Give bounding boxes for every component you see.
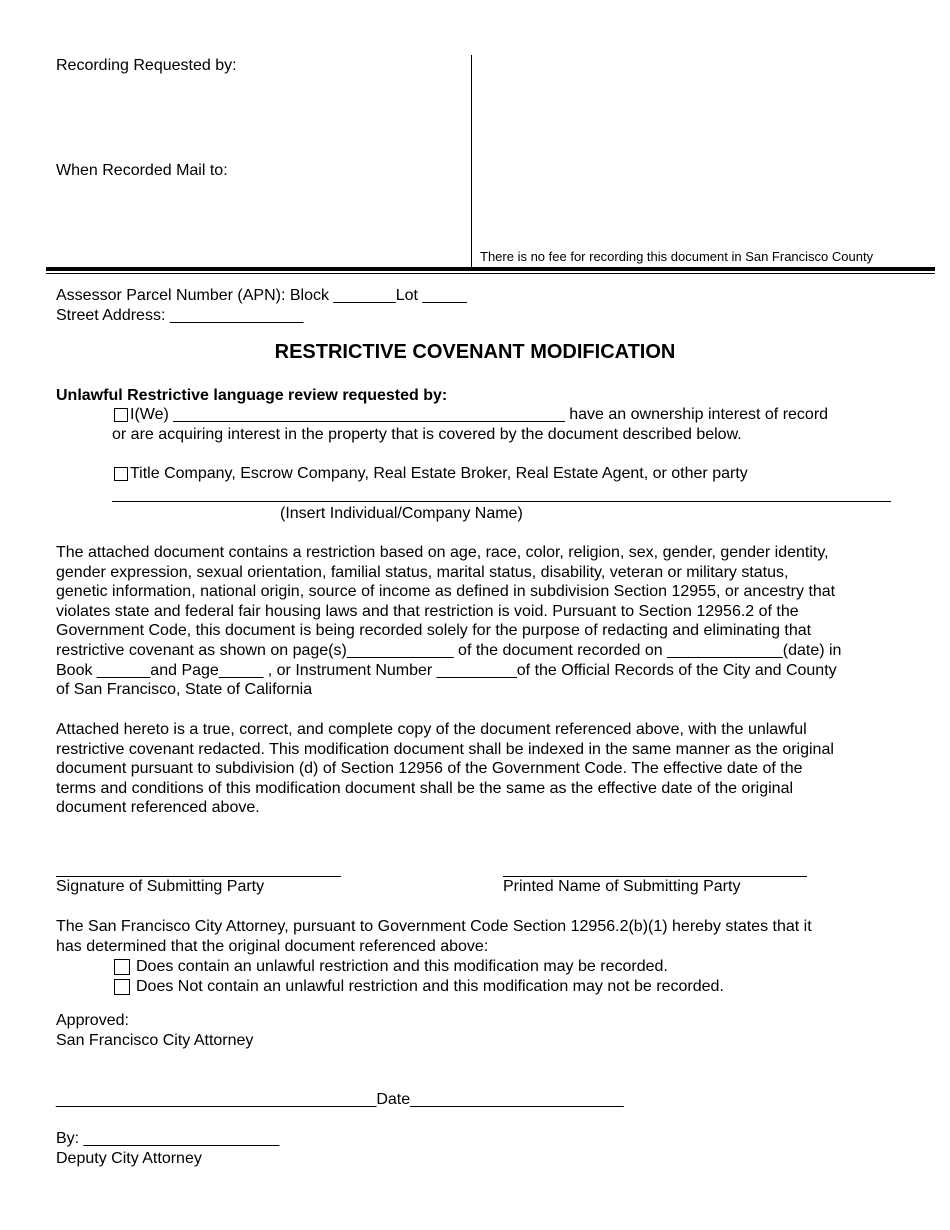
para1-line: The attached document contains a restriction based on age, race, color, religion, sex, gender, gender identity, [56, 544, 829, 561]
contains-restriction-checkbox[interactable] [114, 959, 130, 975]
not-contains-restriction-label: Does Not contain an unlawful restriction and this modification may not be recorded. [136, 978, 724, 995]
approved-label: Approved: [56, 1012, 129, 1029]
city-attorney-label: San Francisco City Attorney [56, 1032, 254, 1049]
recording-requested-by-label: Recording Requested by: [56, 57, 237, 74]
para1-line: genetic information, national origin, source of income as defined in subdivision Section 12955, or ancestry that [56, 583, 836, 601]
header-divider-vertical [471, 55, 472, 268]
owner-option-line2: or are acquiring interest in the property that is covered by the document described below. [112, 426, 742, 443]
para1-line: gender expression, sexual orientation, familial status, marital status, disability, veteran or military status, [56, 563, 789, 581]
signature-rule[interactable] [56, 876, 341, 877]
para2-line: document pursuant to subdivision (d) of Section 12956 of the Government Code. The effective date of the [56, 760, 803, 778]
street-address-line: Street Address: _______________ [56, 307, 304, 324]
insert-name-rule[interactable] [112, 501, 891, 502]
contains-restriction-label: Does contain an unlawful restriction and this modification may be recorded. [136, 958, 668, 975]
para2-line: terms and conditions of this modification document shall be the same as the effective date of the original [56, 779, 794, 797]
para1-line: of San Francisco, State of California [56, 681, 313, 699]
para1-line: Government Code, this document is being recorded solely for the purpose of redacting and eliminating that [56, 622, 812, 640]
document-title: RESTRICTIVE COVENANT MODIFICATION [274, 341, 676, 363]
printed-name-caption: Printed Name of Submitting Party [503, 878, 741, 895]
insert-name-caption: (Insert Individual/Company Name) [280, 505, 523, 522]
signature-caption: Signature of Submitting Party [56, 878, 265, 895]
restriction-paragraph [56, 543, 916, 700]
attorney-statement-line1: The San Francisco City Attorney, pursuant to Government Code Section 12956.2(b)(1) hereby states that it [56, 918, 812, 935]
not-contains-restriction-checkbox[interactable] [114, 979, 130, 995]
when-recorded-mail-to-label: When Recorded Mail to: [56, 162, 228, 179]
attachment-paragraph [56, 720, 916, 818]
para2-line: restrictive covenant redacted. This modification document shall be indexed in the same manner as the original [56, 740, 834, 758]
para1-line: restrictive covenant as shown on page(s)____________ of the document recorded on _____________(date) in [56, 641, 842, 659]
para2-line: document referenced above. [56, 799, 260, 817]
fee-notice: There is no fee for recording this document in San Francisco County [480, 249, 874, 264]
owner-checkbox[interactable] [114, 408, 128, 422]
para2-line: Attached hereto is a true, correct, and complete copy of the document referenced above, with the unlawful [56, 721, 807, 738]
printed-name-rule[interactable] [503, 876, 807, 877]
header-divider-thick [46, 267, 935, 271]
para1-line: violates state and federal fair housing laws and that restriction is void. Pursuant to Section 12956.2 of the [56, 602, 799, 620]
third-party-option: Title Company, Escrow Company, Real Estate Broker, Real Estate Agent, or other party [130, 465, 748, 482]
para1-line: Book ______and Page_____ , or Instrument Number _________of the Official Records of the City and County [56, 661, 837, 679]
apn-line: Assessor Parcel Number (APN): Block _______Lot _____ [56, 287, 467, 304]
third-party-checkbox[interactable] [114, 467, 128, 481]
owner-option-line1: I(We) ____________________________________________ have an ownership interest of record [130, 406, 829, 423]
header-divider-thin [46, 273, 935, 274]
by-line[interactable]: By: ______________________ [56, 1130, 280, 1147]
deputy-city-attorney-label: Deputy City Attorney [56, 1150, 202, 1167]
review-heading: Unlawful Restrictive language review requested by: [56, 387, 448, 404]
date-signature-line[interactable]: ____________________________________Date________________________ [56, 1091, 624, 1108]
attorney-statement-line2: has determined that the original document referenced above: [56, 938, 489, 955]
